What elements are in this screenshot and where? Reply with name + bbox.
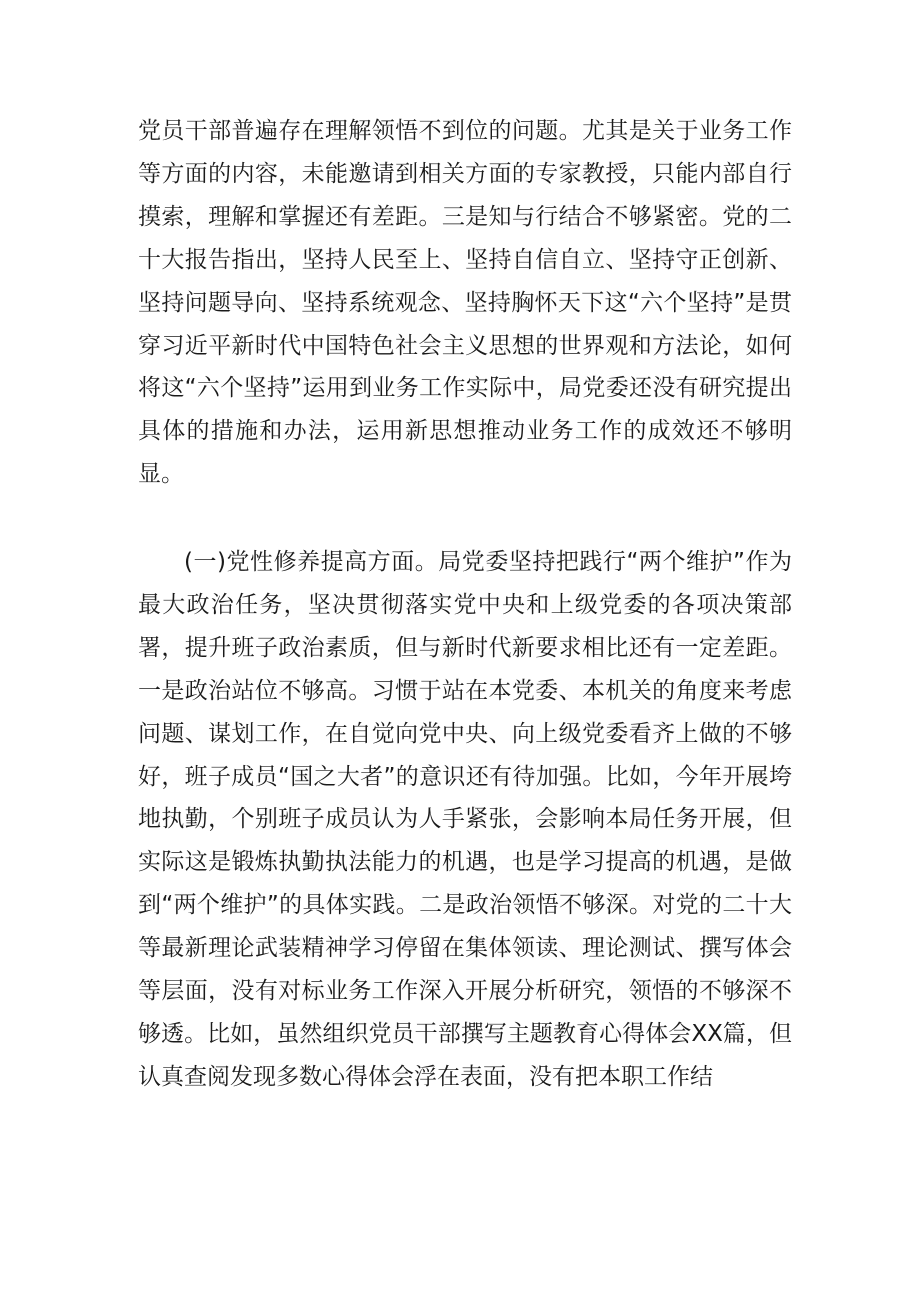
paragraph-text: (一)党性修养提高方面。局党委坚持把践行“两个维护”作为最大政治任务，坚决贯彻落实党中央和上级党委的各项决策部署，提升班子政治素质，但与新时代新要求相比还有一定差距。一是政治站位不够高。习惯于站在本党委、本机关的角度来考虑问题、谋划工作，在自觉向党中央、向上级党委看齐上做的不够好，班子成员“国之大者”的意识还有待加强。比如，今年开展垮地执勤，个别班子成员认为人手紧张，会影响本局任务开展，但实际这是锻炼执勤执法能力的机遇，也是学习提高的机遇，是做到“两个维护”的具体实践。二是政治领悟不够深。对党的二十大等最新理论武装精神学习停留在集体领读、理论测试、撰写体会等层面，没有对标业务工作深入开展分析研究，领悟的不够深不够透。比如，虽然组织党员干部撰写主题教育心得体会XX篇，但认真查阅发现多数心得体会浮在表面，没有把本职工作结: [138, 549, 792, 1090]
body-paragraph-2: [138, 541, 792, 1099]
paragraph-text: 党员干部普遍存在理解领悟不到位的问题。尤其是关于业务工作等方面的内容，未能邀请到相关方面的专家教授，只能内部自行摸索，理解和掌握还有差距。三是知与行结合不够紧密。党的二十大报告指出，坚持人民至上、坚持自信自立、坚持守正创新、坚持问题导向、坚持系统观念、坚持胸怀天下这“六个坚持”是贯穿习近平新时代中国特色社会主义思想的世界观和方法论，如何将这“六个坚持”运用到业务工作实际中，局党委还没有研究提出具体的措施和办法，运用新思想推动业务工作的成效还不够明显。: [138, 118, 792, 488]
body-paragraph-1: [138, 110, 792, 496]
